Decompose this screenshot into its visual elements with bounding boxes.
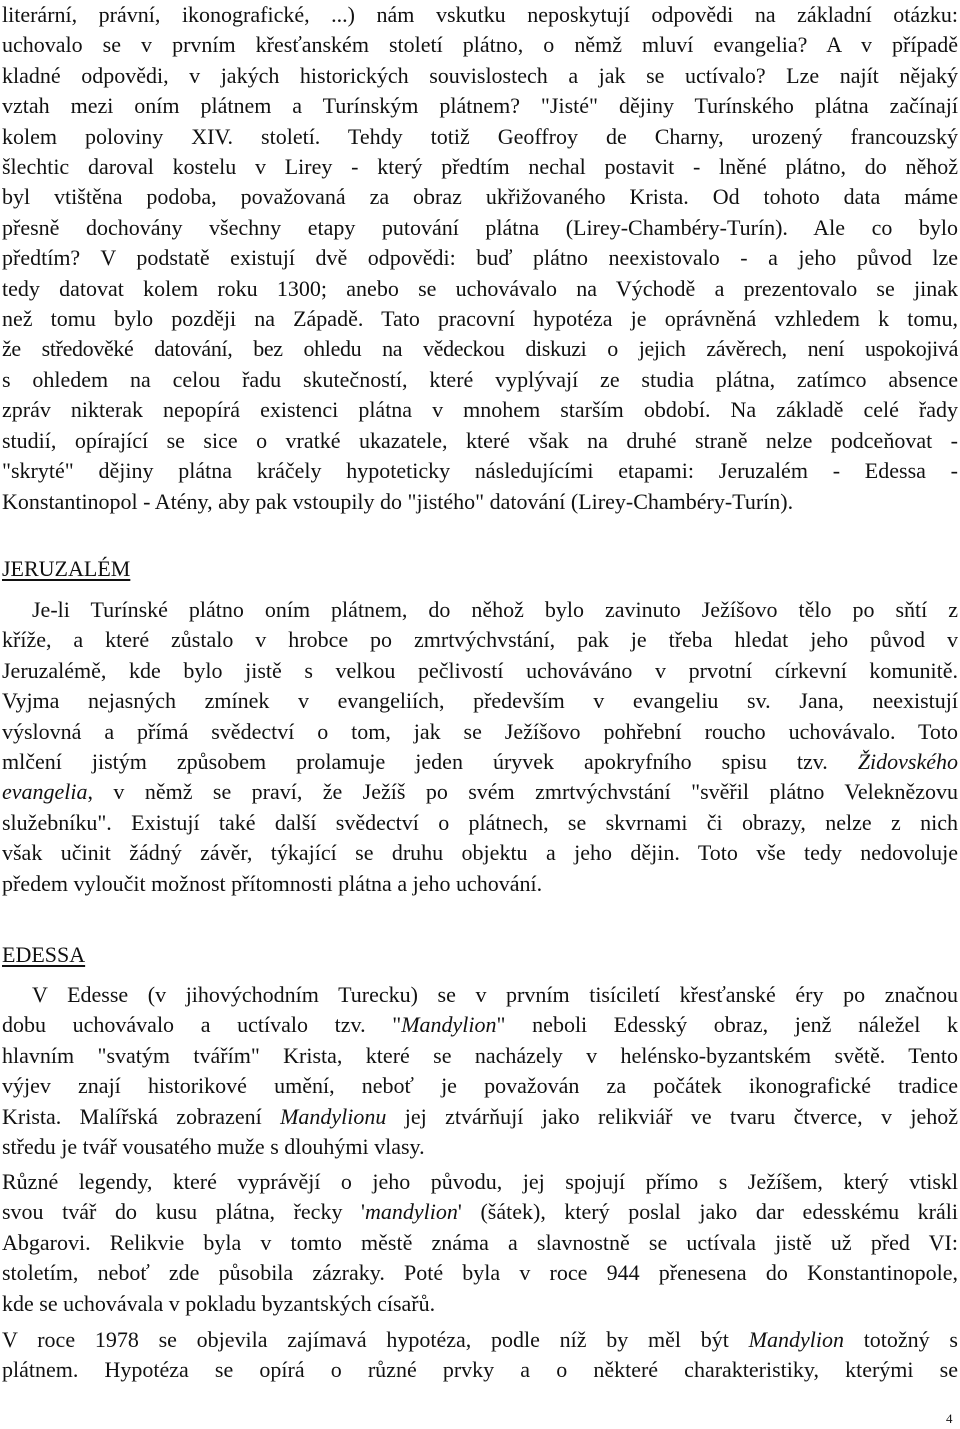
text-line: středu je tvář vousatého muže s dlouhými vlasy. xyxy=(2,1134,425,1160)
text-segment: , v němž se praví, že Ježíš po svém zmrtvýchvstání "svěřil plátno Veleknězovu xyxy=(87,779,958,805)
text-segment: " neboli Edesský obraz, jenž náležel k xyxy=(496,1012,959,1038)
text-line: než tomu bylo později na Západě. Tato pracovní hypotéza je oprávněná vzhledem k tomu, xyxy=(2,306,958,332)
text-line: kolem poloviny XIV. století. Tehdy totiž Geoffroy de Charny, urozený francouzský xyxy=(2,123,958,149)
text-line: že středověké datování, bez ohledu na vědeckou diskuzi o jejich závěrech, není uspokojivá xyxy=(2,336,958,362)
text-line: V Edesse (v jihovýchodním Turecku) se v prvním tisíciletí křesťanské éry po značnou xyxy=(32,982,958,1007)
text-line: uchovalo se v prvním křesťanském století plátno, o němž mluví evangelia? A v případě xyxy=(2,32,958,58)
text-line: Vyjma nejasných zmínek v evangeliích, především v evangeliu sv. Jana, neexistují xyxy=(2,688,958,714)
paragraph-intro xyxy=(2,0,958,517)
text-line xyxy=(2,1010,958,1040)
text-line: Jeruzalémě, kde bylo jistě s velkou pečlivostí uchováváno v prvotní církevní komunitě. xyxy=(2,657,958,683)
section-heading-jerusalem: JERUZALÉM xyxy=(2,556,131,581)
text-segment: ' (šátek), který poslal jako dar edesskému králi xyxy=(457,1199,958,1225)
paragraph-edessa-2 xyxy=(2,1167,958,1319)
italic-title: evangelia xyxy=(2,779,88,805)
text-segment: Krista. Malířská zobrazení xyxy=(2,1103,281,1129)
text-line: zpráv nikterak nepopírá existenci plátna v mnohem starším období. Na základě celé řady xyxy=(2,397,958,423)
text-line: kde se uchovávala v pokladu byzantských císařů. xyxy=(2,1290,436,1316)
text-line: Je-li Turínské plátno oním plátnem, do něhož bylo zavinuto Ježíšovo tělo po sňtí z xyxy=(32,597,958,622)
text-line: stoletím, neboť zde působila zázraky. Poté byla v roce 944 přenesena do Konstantinopole, xyxy=(2,1260,958,1286)
paragraph-edessa-1 xyxy=(2,980,958,1162)
text-segment: totožný s xyxy=(843,1327,958,1352)
text-line: vztah mezi oním plátnem a Turínským plátnem? "Jisté" dějiny Turínského plátna začínají xyxy=(2,93,958,119)
italic-term: Mandylionu xyxy=(280,1103,387,1129)
text-line: byl vtištěna podoba, považovaná za obraz ukřižovaného Krista. Od tohoto data máme xyxy=(2,184,958,210)
text-line: s ohledem na celou řadu skutečností, které vyplývají ze studia plátna, zatímco absence xyxy=(2,366,958,392)
text-segment: jej ztvárňují jako relikviář ve tvaru čtverce, v jehož xyxy=(386,1103,958,1129)
text-line: přesně dochovány všechny etapy putování plátna (Lirey-Chambéry-Turín). Ale co bylo xyxy=(2,214,958,240)
text-line: plátnem. Hypotéza se opírá o různé prvky a o některé charakteristiky, kterými se xyxy=(2,1357,958,1383)
text-line xyxy=(2,1102,958,1132)
text-line: šlechtic daroval kostelu v Lirey - který předtím nechal postavit - lněné plátno, do něhož xyxy=(2,154,958,180)
italic-term: Mandylion xyxy=(748,1327,844,1352)
text-line: studií, opírající se sice o vratké ukazatele, které však na druhé straně nelze podceňovat - xyxy=(2,427,958,453)
text-line: výslovná a přímá svědectví o tom, jak se Ježíšovo pohřební roucho uchovávalo. Toto xyxy=(2,718,958,744)
italic-term: Mandylion xyxy=(401,1012,497,1038)
paragraph-edessa-3 xyxy=(2,1325,958,1386)
text-line: hlavním "svatým tvářím" Krista, které se nacházely v helénsko-byzantském světě. Tento xyxy=(2,1042,958,1068)
section-heading-edessa: EDESSA xyxy=(2,942,86,967)
paragraph-jerusalem xyxy=(2,595,958,899)
text-line: předtím? V podstatě existují dvě odpovědi: buď plátno neexistovalo - a jeho původ lze xyxy=(2,245,958,271)
text-line: však učinit žádný závěr, týkající se druhu objektu a jeho dějin. Toto vše tedy nedovoluje xyxy=(2,840,958,866)
page-number: 4 xyxy=(946,1411,953,1426)
text-line: kladné odpovědi, v jakých historických souvislostech a jak se uctívalo? Lze najít nějaký xyxy=(2,62,958,88)
text-line: Konstantinopol - Atény, aby pak vstoupily do "jistého" datování (Lirey-Chambéry-Turín). xyxy=(2,488,794,514)
italic-title: Židovského xyxy=(857,749,959,775)
text-line: "skryté" dějiny plátna kráčely hypoteticky následujícími etapami: Jeruzalém - Edessa - xyxy=(2,458,958,484)
text-line: kříže, a které zůstalo v hrobce po zmrtvýchvstání, pak je třeba hledat jeho původ v xyxy=(2,627,958,653)
text-line: služebníku". Existují také další svědectví o plátnech, se skvrnami či obrazy, nelze z nich xyxy=(2,809,958,835)
text-segment: mlčení jistým způsobem prolamuje jeden úryvek apokryfního spisu tzv. xyxy=(2,749,828,775)
text-line: Různé legendy, které vyprávějí o jeho původu, jej spojují přímo s Ježíšem, který vtiskl xyxy=(2,1169,958,1194)
text-line xyxy=(2,747,958,777)
text-line: Abgarovi. Relikvie byla v tomto městě známa a slavnostně se uctívala jistě už před VI: xyxy=(2,1229,958,1255)
text-segment: dobu uchovávalo a uctívalo tzv. " xyxy=(2,1012,402,1038)
text-line xyxy=(2,1325,958,1355)
text-line: předem vyloučit možnost přítomnosti plátna a jeho uchování. xyxy=(2,870,543,896)
text-segment: V roce 1978 se objevila zajímavá hypotéza, podle níž by měl být xyxy=(2,1327,749,1352)
text-line: výjev znají historikové umění, neboť je považován za počátek ikonografické tradice xyxy=(2,1073,958,1099)
text-line: literární, právní, ikonografické, ...) nám vskutku neposkytují odpovědi na základní otázku: xyxy=(2,2,958,27)
text-segment: svou tvář do kusu plátna, řecky ' xyxy=(2,1199,366,1225)
italic-term: mandylion xyxy=(365,1199,458,1225)
text-line: tedy datovat kolem roku 1300; anebo se uchovávalo na Východě a prezentovalo se jinak xyxy=(2,275,958,301)
text-line xyxy=(2,777,958,807)
text-line xyxy=(2,1197,958,1227)
